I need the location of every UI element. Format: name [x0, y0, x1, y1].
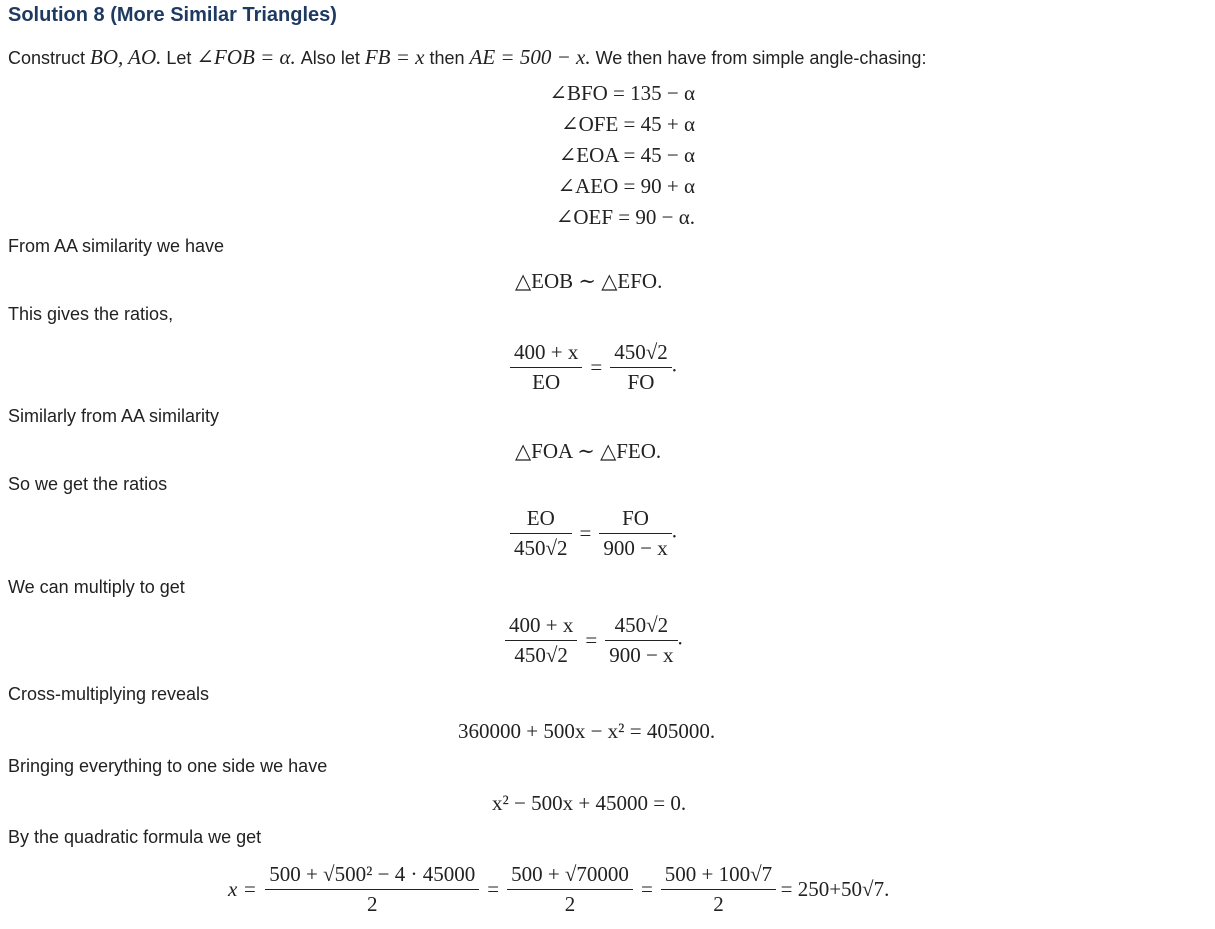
final-result: = 250+50√7. [780, 877, 890, 901]
multiply-text: We can multiply to get [8, 577, 185, 597]
ratio2-num-right: FO [599, 506, 671, 534]
angle-eq-3: ∠EOA = 45 − α [558, 143, 695, 167]
one-side-text: Bringing everything to one side we have [8, 756, 328, 776]
final-frac1-num: 500 + √500² − 4 · 45000 [265, 862, 479, 890]
aa-similarity-text-1: From AA similarity we have [8, 236, 225, 256]
ratios-text-2: So we get the ratios [8, 474, 168, 494]
final-equals-1: = [487, 877, 500, 901]
final-frac2-num: 500 + √70000 [507, 862, 633, 890]
ratio-eq-1 [510, 340, 677, 395]
ratio1-den-left: EO [532, 370, 561, 394]
ratio3-num-left: 400 + x [505, 613, 577, 641]
ratio2-period: . [671, 518, 677, 543]
intro-math-1: BO, AO. [90, 45, 162, 69]
angle-eq-1: ∠BFO = 135 − α [549, 81, 695, 105]
intro-math-4: AE = 500 − x. [469, 45, 591, 69]
ratio1-period: . [671, 352, 677, 377]
ratio-eq-2 [510, 506, 677, 561]
angle-eq-4: ∠AEO = 90 + α [557, 174, 695, 198]
quadratic-eq: x² − 500x + 45000 = 0. [492, 791, 687, 815]
intro-paragraph [8, 45, 926, 70]
final-frac3-den: 2 [713, 892, 724, 916]
ratio-eq-3 [505, 613, 683, 668]
angle-eq-5: ∠OEF = 90 − α. [555, 205, 695, 229]
ratio3-den-left: 450√2 [514, 643, 568, 667]
solution-title: Solution 8 (More Similar Triangles) [8, 4, 337, 26]
similarity-eq-2: △FOA ∼ △FEO. [515, 439, 662, 463]
intro-text-3: Also let [295, 48, 365, 68]
final-frac1-den: 2 [366, 892, 378, 916]
ratio2-equals: = [579, 521, 592, 545]
intro-text-5: We then have from simple angle-chasing: [590, 48, 927, 68]
ratio3-frac-left [505, 613, 577, 668]
quadratic-formula-text: By the quadratic formula we get [8, 827, 262, 847]
final-result-eq [228, 862, 889, 917]
intro-text-1: Construct [8, 48, 91, 68]
ratio1-num-left: 400 + x [510, 340, 582, 368]
ratio2-den-right: 900 − x [603, 536, 668, 560]
angle-eq-2: ∠OFE = 45 + α [561, 112, 695, 136]
ratios-text-1: This gives the ratios, [8, 304, 174, 324]
final-frac2-den: 2 [564, 892, 576, 916]
ratio2-den-left: 450√2 [514, 536, 568, 560]
aa-similarity-text-2: Similarly from AA similarity [8, 406, 220, 426]
intro-text-4: then [424, 48, 470, 68]
ratio2-frac-right [599, 506, 671, 561]
cross-multiply-eq: 360000 + 500x − x² = 405000. [458, 719, 716, 743]
final-equals-2: = [640, 877, 653, 901]
ratio2-num-left: EO [510, 506, 572, 534]
ratio3-period: . [677, 625, 683, 650]
angle-chase-block [515, 78, 695, 233]
ratio1-equals: = [590, 355, 603, 379]
final-frac-3 [661, 862, 776, 917]
ratio2-frac-left [510, 506, 572, 561]
ratio3-frac-right [605, 613, 677, 668]
ratio1-frac-left [510, 340, 582, 395]
ratio1-num-right: 450√2 [610, 340, 672, 368]
ratio3-equals: = [585, 628, 598, 652]
ratio1-den-right: FO [627, 370, 655, 394]
intro-math-2: ∠FOB = α. [196, 45, 296, 69]
final-frac-1 [265, 862, 479, 917]
intro-text-2: Let [161, 48, 197, 68]
ratio1-frac-right [610, 340, 672, 395]
final-lhs: x = [228, 877, 257, 901]
final-frac-2 [507, 862, 633, 917]
cross-multiply-text: Cross-multiplying reveals [8, 684, 210, 704]
ratio3-den-right: 900 − x [609, 643, 674, 667]
ratio3-num-right: 450√2 [605, 613, 677, 641]
intro-math-3: FB = x [364, 45, 425, 69]
final-frac3-num: 500 + 100√7 [661, 862, 776, 890]
similarity-eq-1: △EOB ∼ △EFO. [515, 269, 663, 293]
